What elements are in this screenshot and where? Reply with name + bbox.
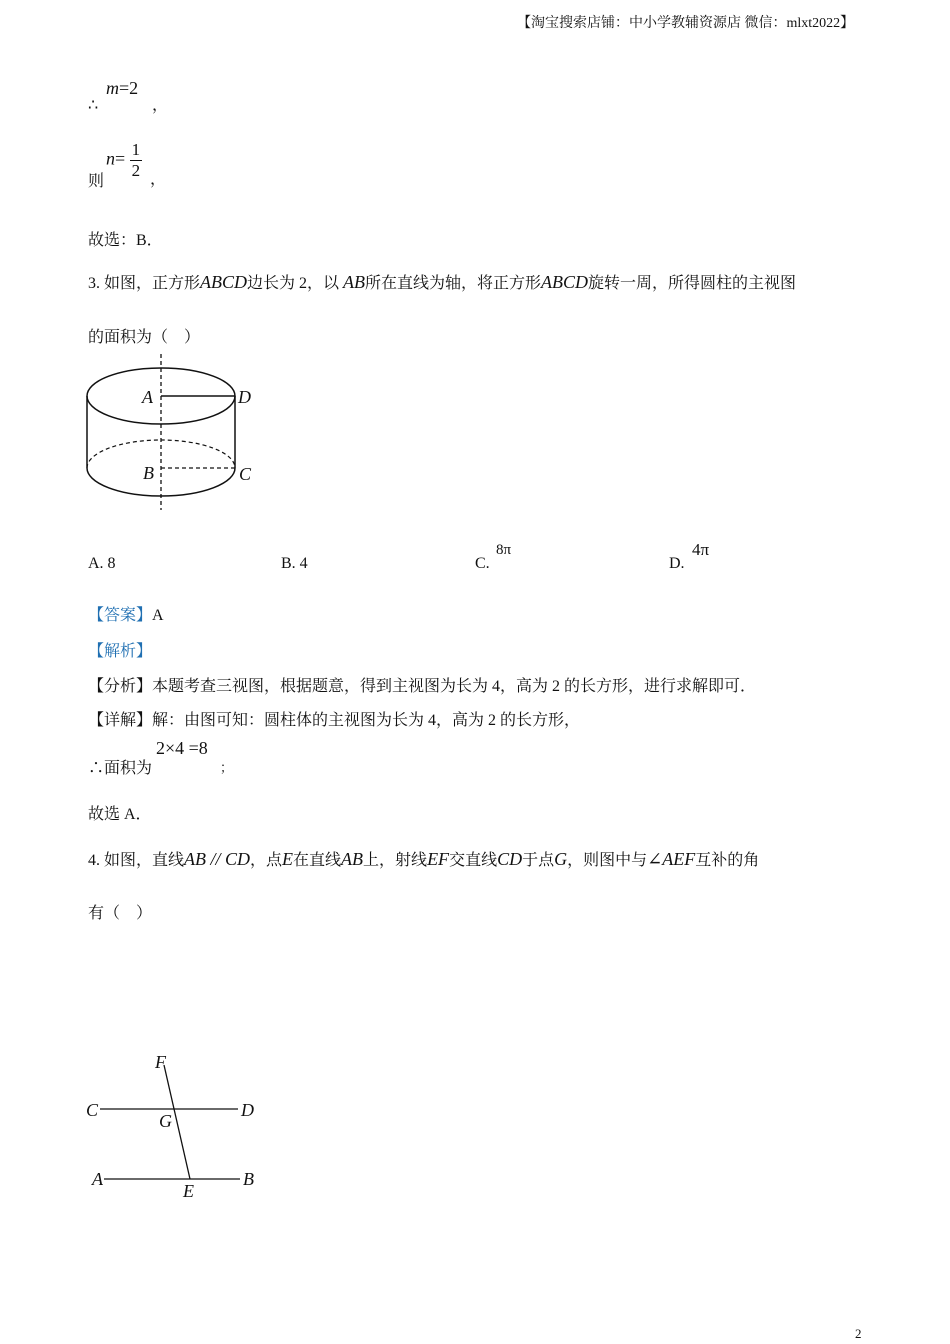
fenxi-line: 【分析】本题考查三视图，根据题意，得到主视图为长为 4，高为 2 的长方形，进行求解即可． (88, 678, 757, 695)
area-lead: ∴面积为 (88, 760, 153, 777)
xiangjie-line: 【详解】解：由图可知：圆柱体的主视图为长为 4，高为 2 的长方形， (88, 712, 581, 729)
label-b: B (243, 1169, 254, 1189)
answer-line: 【答案】A (88, 607, 164, 624)
page-header: 【淘宝搜索店铺：中小学教辅资源店 微信：mlxt2022】 (517, 16, 855, 31)
q3-stem-line2: 的面积为（ ） (88, 329, 201, 346)
option-b: B. 4 (281, 555, 308, 572)
option-a: A. 8 (88, 555, 116, 572)
q3-stem-line1: 3. 如图，正方形ABCD边长为 2，以 AB所在直线为轴，将正方形ABCD旋转一周，所得圆柱的主视图 (88, 272, 797, 292)
q3-choice: 故选 A． (88, 806, 152, 823)
option-d: D. (669, 555, 685, 572)
comma: ， (152, 97, 169, 114)
label-d: D (241, 1100, 254, 1120)
q4-stem-line1: 4. 如图，直线AB // CD，点E在直线AB上，射线EF交直线CD于点G，则图中与∠AEF互补的角 (88, 849, 760, 869)
label-e: E (183, 1181, 194, 1201)
option-c-value: 8π (496, 542, 512, 558)
ze-text: 则 (88, 173, 105, 190)
n-equation: n= $\frac{1}{2}$ (106, 140, 141, 180)
choice-line: 故选：B． (88, 232, 163, 249)
option-c: C. (475, 555, 490, 572)
label-f: F (155, 1052, 166, 1072)
label-c: C (239, 464, 252, 484)
label-b: B (143, 463, 154, 483)
label-c: C (86, 1100, 99, 1120)
page-number: 2 (855, 1326, 862, 1341)
label-g: G (159, 1111, 172, 1131)
label-a: A (92, 1169, 103, 1189)
label-a: A (142, 387, 153, 407)
area-tail: ； (220, 760, 234, 775)
label-d: D (238, 387, 251, 407)
comma: ， (150, 171, 167, 188)
option-d-value: 4π (692, 540, 710, 559)
therefore-symbol: ∴ (88, 97, 99, 114)
analysis-tag: 【解析】 (88, 643, 153, 660)
parallel-lines-figure (80, 1045, 280, 1205)
area-expression: 2×4 =8 (156, 738, 208, 758)
m-equation: m=2 (106, 78, 139, 98)
cylinder-figure (80, 350, 280, 515)
q4-stem-line2: 有（ ） (88, 905, 153, 922)
